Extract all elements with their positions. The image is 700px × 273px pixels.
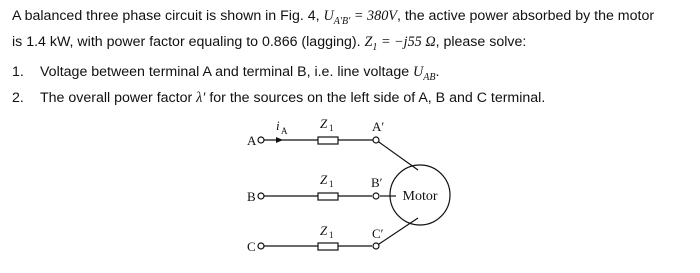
impedance-a	[318, 137, 338, 144]
node-label-b-prime: B′	[371, 175, 383, 190]
impedance-symbol: $Z_1 = -j55$ Ω	[364, 33, 436, 53]
terminal-label-b: B	[247, 189, 256, 204]
impedance-sub-b: 1	[329, 179, 334, 189]
node-b-prime	[373, 193, 379, 199]
terminal-c	[258, 243, 264, 249]
motor-label: Motor	[402, 189, 438, 204]
terminal-a	[258, 137, 264, 143]
question-text: The overall power factor λ′ for the sources on the left side of A, B and C terminal.	[40, 89, 546, 106]
node-label-c-prime: C′	[372, 226, 384, 241]
impedance-c	[318, 243, 338, 250]
wire-a-motor	[376, 140, 418, 170]
intro-text-4: , please solve:	[435, 33, 527, 50]
node-c-prime	[373, 243, 379, 249]
question-text: Voltage between terminal A and terminal B, i.e. line voltage $U_{AB}$.	[40, 64, 440, 83]
current-sub: A	[281, 126, 288, 136]
question-number: 2.	[12, 89, 24, 106]
impedance-label-c: Z	[320, 223, 328, 238]
node-label-a-prime: A′	[372, 119, 385, 134]
impedance-b	[318, 193, 338, 200]
intro-text: A balanced three phase circuit is shown in Fig. 4,	[12, 8, 324, 24]
intro-text-2: , the active power absorbed by the motor	[396, 8, 655, 24]
terminal-label-a: A	[247, 133, 257, 148]
terminal-label-c: C	[247, 239, 256, 254]
impedance-sub-c: 1	[329, 230, 334, 240]
current-arrow	[276, 137, 283, 143]
current-label: i	[276, 118, 280, 133]
voltage-symbol: $U_{A'B'} = 380V$	[323, 8, 397, 27]
terminal-b	[258, 193, 264, 199]
impedance-sub-a: 1	[329, 123, 334, 133]
impedance-label-a: Z	[320, 116, 328, 131]
node-a-prime	[373, 137, 379, 143]
impedance-label-b: Z	[320, 172, 328, 187]
intro-text-3: is 1.4 kW, with power factor equaling to 0.866 (lagging).	[12, 33, 365, 50]
question-number: 1.	[12, 64, 24, 80]
